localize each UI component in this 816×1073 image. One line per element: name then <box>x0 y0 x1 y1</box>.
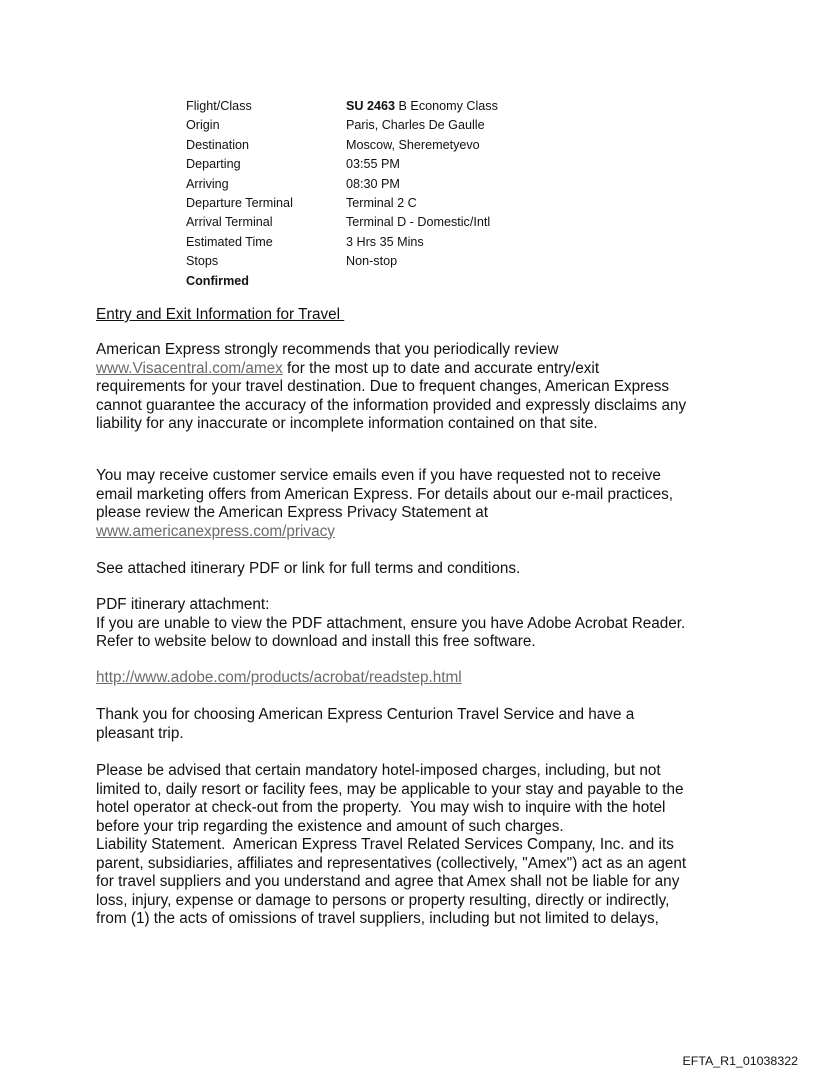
arriving-row <box>186 175 498 194</box>
row-label: Departing <box>186 157 241 172</box>
arrival-terminal-row <box>186 213 498 232</box>
thanks-paragraph: Thank you for choosing American Express Centurion Travel Service and have a pleasant trip. <box>96 706 635 742</box>
row-value: 03:55 PM <box>346 157 400 172</box>
row-value: Non-stop <box>346 254 398 269</box>
row-label: Arrival Terminal <box>186 215 273 230</box>
row-label: Arriving <box>186 176 229 191</box>
row-value: Moscow, Sheremetyevo <box>346 137 480 152</box>
row-value: 3 Hrs 35 Mins <box>346 234 424 249</box>
flight-details-table <box>186 97 498 291</box>
row-label: Stops <box>186 254 219 269</box>
liability-paragraph: Liability Statement. American Express Travel Related Services Company, Inc. and its parent, subsidiaries, affiliates and representatives (collectively, "Amex") act as an agent for travel suppliers and you understand and agree that Amex shall not be liable for any loss, injury, expense or damage to persons or property resulting, directly or indirectly, from (1) the acts of omissions of travel suppliers, including but not limited to delays, <box>96 836 687 928</box>
row-value: SU 2463 B Economy Class <box>346 99 498 113</box>
row-value: 08:30 PM <box>346 176 400 191</box>
origin-row <box>186 116 498 135</box>
pdf-attachment-paragraph: PDF itinerary attachment: If you are unable to view the PDF attachment, ensure you have Adobe Acrobat Reader. Refer to website below to download and install this free software. <box>96 596 736 652</box>
row-label: Destination <box>186 137 250 152</box>
row-value: Terminal 2 C <box>346 195 417 210</box>
privacy-link[interactable]: www.americanexpress.com/privacy <box>96 522 335 540</box>
estimated-time-row <box>186 233 498 252</box>
departing-row <box>186 155 498 174</box>
booking-status: Confirmed <box>186 273 249 288</box>
status-row <box>186 272 498 291</box>
adobe-reader-link[interactable]: http://www.adobe.com/products/acrobat/readstep.html <box>96 669 462 686</box>
row-value: Terminal D - Domestic/Intl <box>346 215 491 230</box>
email-notice-paragraph: You may receive customer service emails even if you have requested not to receive email marketing offers from American Express. For details about our e-mail practices, please review the American Express Privacy Statement at www.americanexpress.com/privacy <box>96 467 673 540</box>
document-id: EFTA_R1_01038322 <box>682 1054 798 1068</box>
visacentral-link[interactable]: www.Visacentral.com/amex <box>96 359 283 377</box>
row-label: Flight/Class <box>186 99 252 113</box>
entry-exit-section <box>96 306 736 325</box>
hotel-charges-paragraph: Please be advised that certain mandatory hotel-imposed charges, including, but not limited to, daily resort or facility fees, may be applicable to your stay and payable to the hotel operator at check-out from the property. You may wish to inquire with the hotel before your trip regarding the existence and amount of such charges. <box>96 762 684 835</box>
flight-number: SU 2463 <box>346 99 396 113</box>
stops-row <box>186 252 498 271</box>
adobe-link-line <box>96 669 736 688</box>
destination-row <box>186 136 498 155</box>
row-label: Departure Terminal <box>186 195 293 210</box>
row-value: Paris, Charles De Gaulle <box>346 118 485 133</box>
pdf-title: PDF itinerary attachment: <box>96 596 270 613</box>
departure-terminal-row <box>186 194 498 213</box>
entry-exit-heading: Entry and Exit Information for Travel <box>96 306 345 323</box>
row-label: Origin <box>186 118 220 133</box>
row-label: Estimated Time <box>186 234 273 249</box>
terms-note: See attached itinerary PDF or link for full terms and conditions. <box>96 560 521 577</box>
entry-exit-paragraph: American Express strongly recommends that you periodically review www.Visacentral.com/amex for the most up to date and accurate entry/exit requirements for your travel destination. Due to frequent changes, American Express cannot guarantee the accuracy of the information provided and expressly disclaims any liability for any inaccurate or incomplete information contained on that site. <box>96 341 687 433</box>
flight-class-row <box>186 97 498 116</box>
